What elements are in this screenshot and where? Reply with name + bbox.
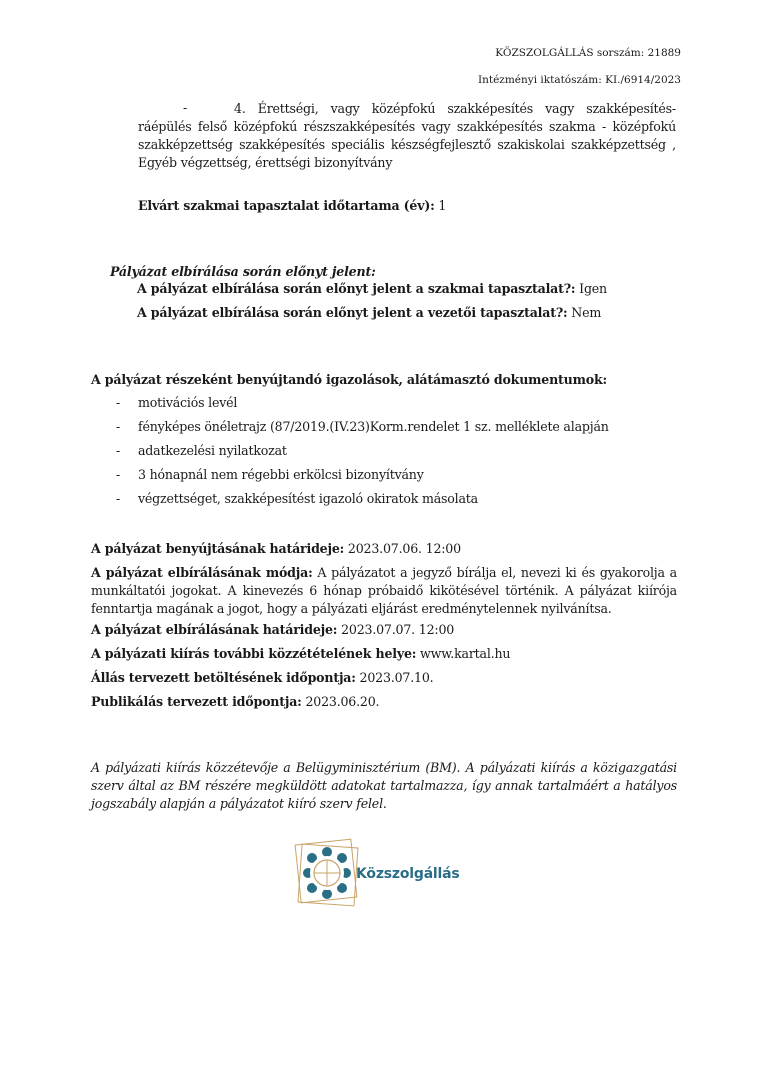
evaluation-method [91,564,677,618]
evaluation-deadline-value: 2023.07.07. 12:00 [341,622,455,637]
publication-place-value: www.kartal.hu [420,646,511,661]
document-item: motivációs levél [138,395,238,410]
publisher-note: A pályázati kiírás közzétevője a Belügyminisztérium (BM). A pályázati kiírás a közigazgatási szerv által az BM részére megküldött adatokat tartalmazza, így annak tartalmáért a hatályos jogszabály alapján a pályázatot kiíró szerv felel. [91,760,677,811]
document-item: végzettséget, szakképesítést igazoló okiratok másolata [138,491,478,506]
start-date-label: Állás tervezett betöltésének időpontja: [91,670,356,685]
document-bullet: - [116,467,121,482]
evaluation-method-value: A pályázatot a jegyző bírálja el, nevezi ki és gyakorolja a munkáltatói jogokat. A kinevezés 6 hónap próbaidő kikötésével történik. A pályázat kiírója fenntartja magának a jogot, hogy a pályázati eljárást eredménytelennek nyilvánítsa. [91,565,677,616]
publication-place-label: A pályázati kiírás további közzétételének helye: [91,646,417,661]
advantage-professional-label: A pályázat elbírálása során előnyt jelent a szakmai tapasztalat?: [137,281,576,296]
advantage-professional-value: Igen [579,281,607,296]
publish-date-label: Publikálás tervezett időpontja: [91,694,302,709]
logo-emblem-icon [303,847,351,899]
evaluation-deadline-label: A pályázat elbírálásának határideje: [91,622,338,637]
advantage-leadership-value: Nem [571,305,602,320]
education-dash: - [183,100,188,115]
experience-value: 1 [438,198,447,213]
registration-number: Intézményi iktatószám: KI./6914/2023 [477,74,681,86]
submission-deadline-value: 2023.07.06. 12:00 [347,541,461,556]
experience-row [138,198,446,213]
start-date-value: 2023.07.10. [359,670,434,685]
evaluation-method-label: A pályázat elbírálásának módja: [91,565,313,580]
document-item: fényképes önéletrajz (87/2019.(IV.23)Korm.rendelet 1 sz. melléklete alapján [138,419,609,434]
education-requirement: 4. Érettségi, vagy középfokú szakképesítés vagy szakképesítés-ráépülés felső középfokú részszakképesítés vagy szakképesítés szakma - középfokú szakképzettség szakképesítés speciális készségfejlesztő szakiskolai szakképzettség , Egyéb végzettség, érettségi bizonyítvány [138,101,676,170]
document-bullet: - [116,419,121,434]
publish-date [91,694,379,709]
experience-label: Elvárt szakmai tapasztalat időtartama (év): [138,198,435,213]
start-date [91,670,433,685]
publication-place [91,646,510,661]
logo-text: Közszolgállás [356,866,460,882]
document-bullet: - [116,491,121,506]
advantage-leadership-label: A pályázat elbírálása során előnyt jelent a vezetői tapasztalat?: [137,305,568,320]
document-item: adatkezelési nyilatkozat [138,443,287,458]
submission-deadline-label: A pályázat benyújtásának határideje: [91,541,345,556]
document-item: 3 hónapnál nem régebbi erkölcsi bizonyítvány [138,467,424,482]
submission-deadline [91,541,461,556]
evaluation-deadline [91,622,454,637]
advantage-leadership [137,305,601,320]
advantage-professional [137,281,607,296]
advantage-heading: Pályázat elbírálása során előnyt jelent: [110,264,376,279]
publish-date-value: 2023.06.20. [305,694,380,709]
document-bullet: - [116,443,121,458]
documents-heading: A pályázat részeként benyújtandó igazolások, alátámasztó dokumentumok: [91,372,607,387]
document-bullet: - [116,395,121,410]
serial-number: KÖZSZOLGÁLLÁS sorszám: 21889 [495,47,681,59]
